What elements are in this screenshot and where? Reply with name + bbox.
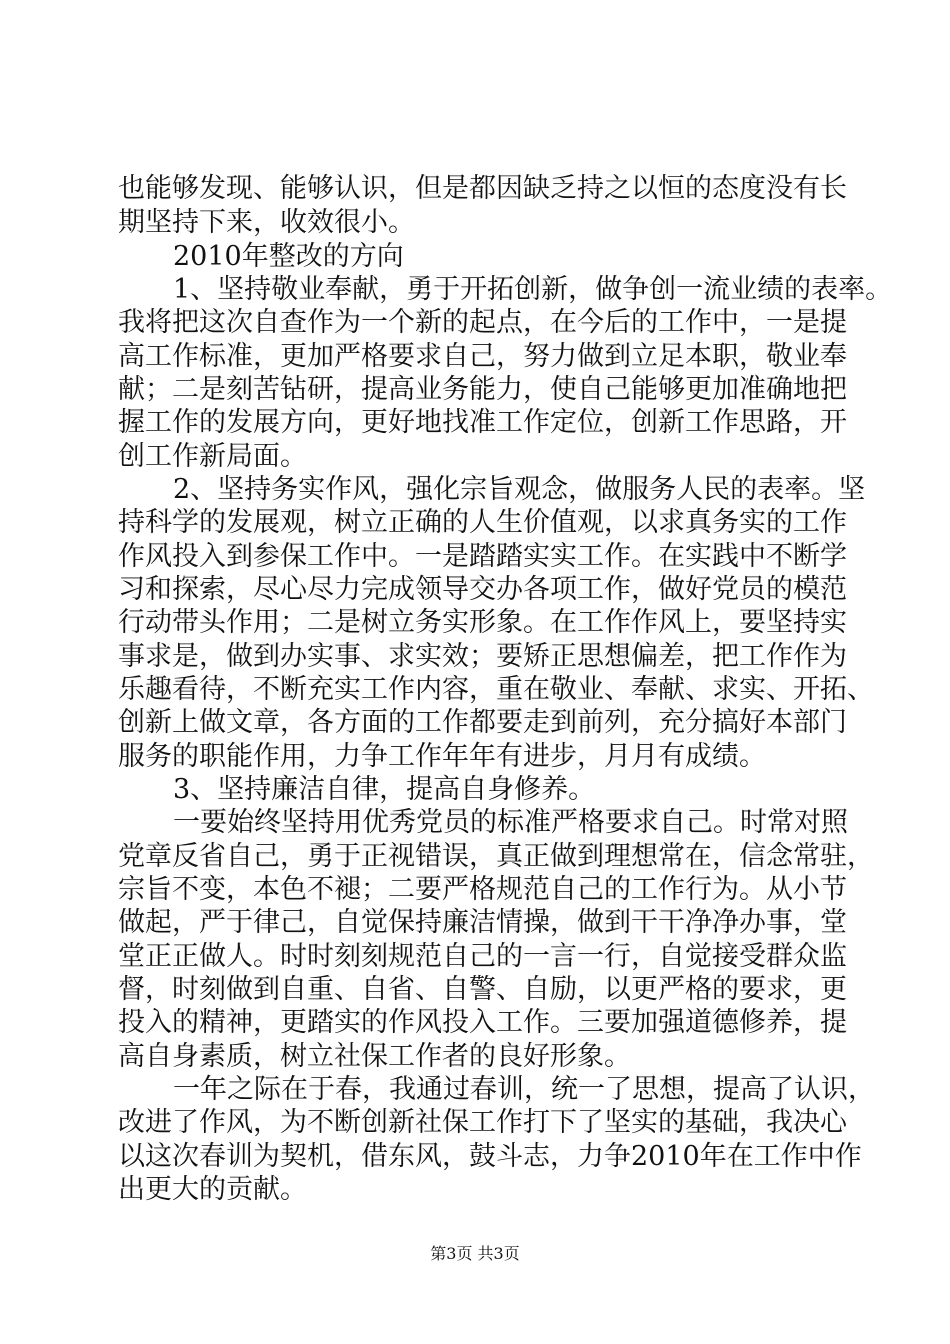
text-line: 握工作的发展方向，更好地找准工作定位，创新工作思路，开 — [118, 407, 847, 438]
text-line: 创新上做文章，各方面的工作都要走到前列，充分搞好本部门 — [118, 707, 847, 738]
text-line: 2、坚持务实作风，强化宗旨观念，做服务人民的表率。坚 — [173, 474, 866, 505]
text-line: 期坚持下来，收效很小。 — [118, 207, 415, 238]
text-line: 出更大的贡献。 — [118, 1174, 307, 1205]
text-line: 做起，严于律己，自觉保持廉洁情操，做到干干净净办事，堂 — [118, 907, 847, 938]
text-line: 服务的职能作用，力争工作年年有进步，月月有成绩。 — [118, 741, 766, 772]
text-line: 事求是，做到办实事、求实效；要矫正思想偏差，把工作作为 — [118, 641, 847, 672]
text-line: 堂正正做人。时时刻刻规范自己的一言一行，自觉接受群众监 — [118, 941, 847, 972]
text-line: 创工作新局面。 — [118, 441, 307, 472]
text-line: 宗旨不变，本色不褪；二要严格规范自己的工作行为。从小节 — [118, 874, 847, 905]
text-line: 行动带头作用；二是树立务实形象。在工作作风上，要坚持实 — [118, 607, 847, 638]
text-line: 献；二是刻苦钻研，提高业务能力，使自己能够更加准确地把 — [118, 374, 847, 405]
text-line: 持科学的发展观，树立正确的人生价值观，以求真务实的工作 — [118, 507, 847, 538]
text-line: 也能够发现、能够认识，但是都因缺乏持之以恒的态度没有长 — [118, 173, 847, 204]
text-line: 一要始终坚持用优秀党员的标准严格要求自己。时常对照 — [173, 807, 848, 838]
text-line: 督，时刻做到自重、自省、自警、自励，以更严格的要求，更 — [118, 974, 847, 1005]
text-line: 高自身素质，树立社保工作者的良好形象。 — [118, 1041, 631, 1072]
text-line: 以这次春训为契机，借东风，鼓斗志，力争2010年在工作中作 — [118, 1141, 862, 1172]
text-line: 投入的精神，更踏实的作风投入工作。三要加强道德修养，提 — [118, 1007, 847, 1038]
text-line: 我将把这次自查作为一个新的起点，在今后的工作中，一是提 — [118, 307, 847, 338]
text-line: 改进了作风，为不断创新社保工作打下了坚实的基础，我决心 — [118, 1107, 847, 1138]
text-line: 党章反省自己，勇于正视错误，真正做到理想常在，信念常驻， — [118, 841, 874, 872]
text-line: 一年之际在于春，我通过春训，统一了思想，提高了认识， — [173, 1074, 875, 1105]
text-line: 习和探索，尽心尽力完成领导交办各项工作，做好党员的模范 — [118, 574, 847, 605]
page-number-footer: 第3页 共3页 — [430, 1244, 520, 1263]
text-line: 1、坚持敬业奉献，勇于开拓创新，做争创一流业绩的表率。 — [173, 274, 893, 305]
text-line: 高工作标准，更加严格要求自己，努力做到立足本职，敬业奉 — [118, 341, 847, 372]
text-line: 作风投入到参保工作中。一是踏踏实实工作。在实践中不断学 — [118, 541, 847, 572]
text-line: 3、坚持廉洁自律，提高自身修养。 — [173, 774, 596, 805]
section-heading: 2010年整改的方向 — [173, 241, 404, 272]
text-line: 乐趣看待，不断充实工作内容，重在敬业、奉献、求实、开拓、 — [118, 674, 874, 705]
